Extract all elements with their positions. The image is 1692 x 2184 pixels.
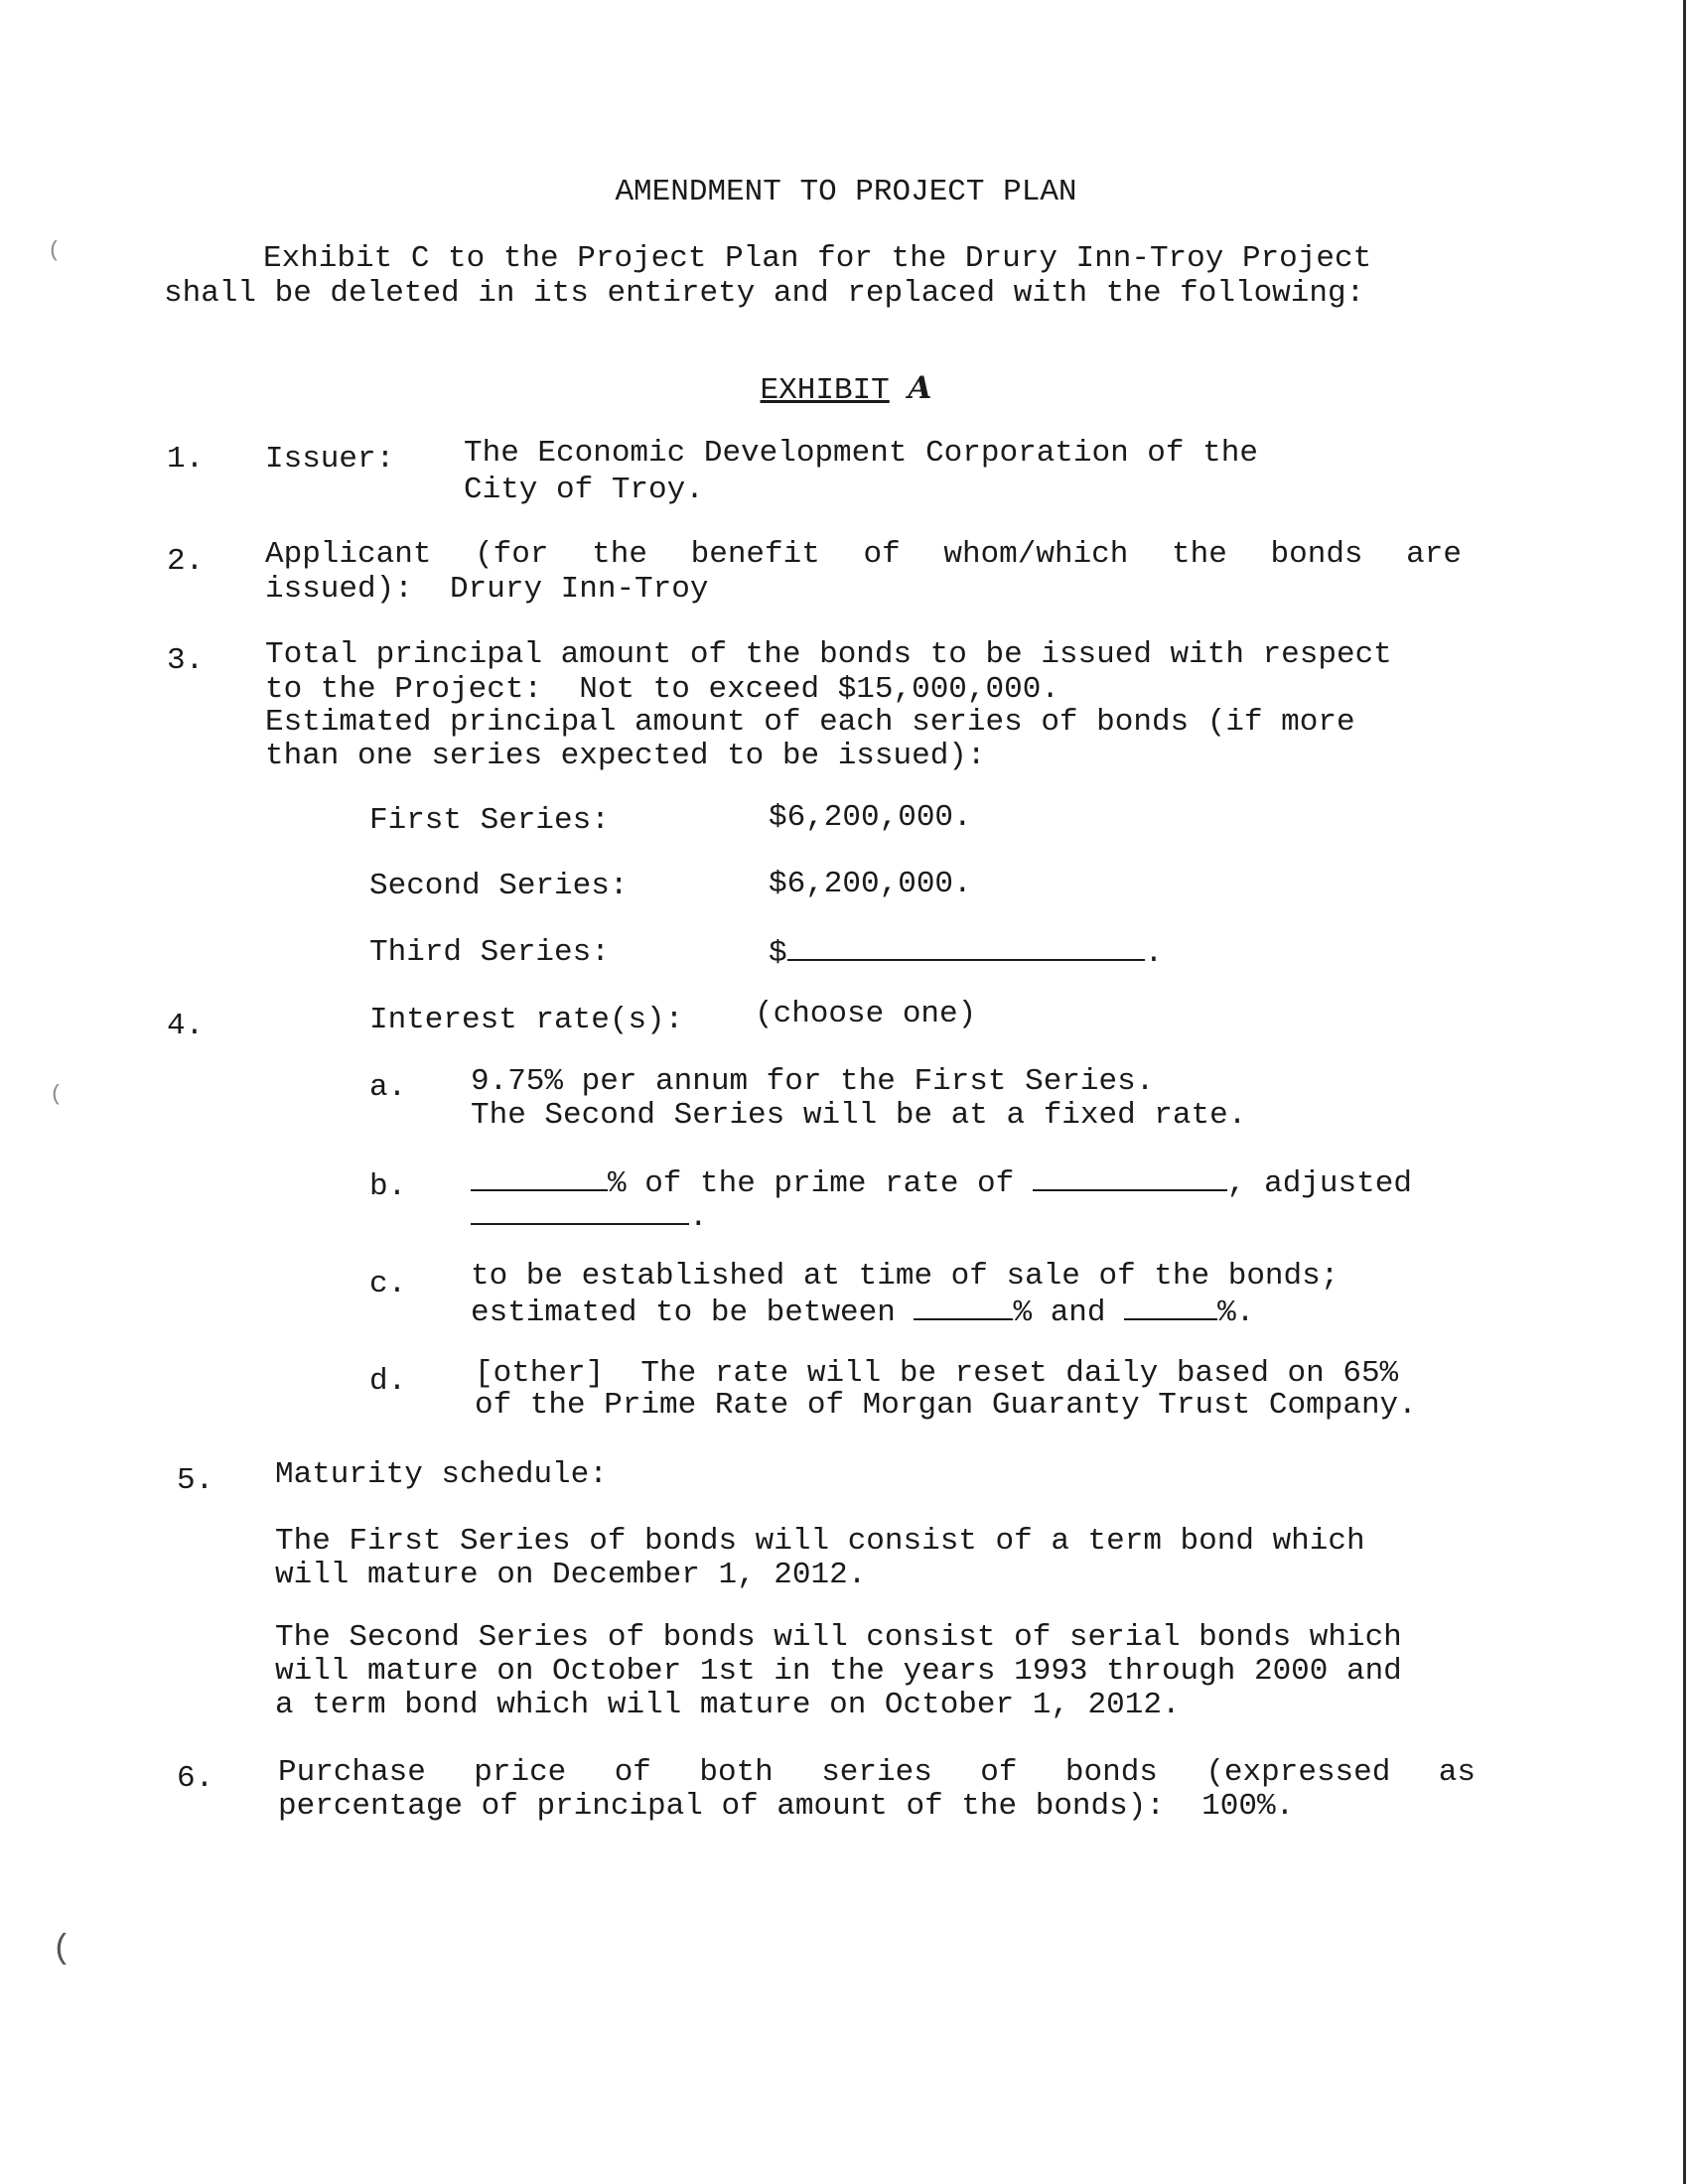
purchase-line-2: percentage of principal of amount of the bonds): 100%.	[278, 1789, 1295, 1824]
option-letter: c.	[369, 1267, 407, 1301]
item-number: 4.	[167, 1009, 205, 1043]
maturity-para-2-line-1: The Second Series of bonds will consist of serial bonds which	[275, 1620, 1402, 1655]
item-label: Issuer:	[265, 442, 395, 477]
item-label: Interest rate(s):	[369, 1003, 684, 1037]
purchase-line-1: Purchase price of both series of bonds (expressed as	[278, 1755, 1476, 1790]
scan-mark: (	[50, 1082, 64, 1107]
item-number: 5.	[177, 1463, 214, 1498]
option-c-end: %.	[1217, 1296, 1255, 1330]
principal-line-3: Estimated principal amount of each series of bonds (if more	[265, 705, 1355, 740]
series-value: $6,200,000.	[769, 867, 972, 901]
blank-line	[1124, 1293, 1217, 1320]
maturity-para-2-line-2: will mature on October 1st in the years 1993 through 2000 and	[275, 1654, 1402, 1689]
series-value: $6,200,000.	[769, 800, 972, 835]
option-b-text: % of the prime rate of	[608, 1166, 1015, 1201]
option-d-line-1: [other] The rate will be reset daily based on 65%	[475, 1356, 1399, 1391]
dollar-sign: $	[769, 936, 787, 971]
option-c-and: % and	[1013, 1296, 1106, 1330]
item-label: Maturity schedule:	[275, 1457, 608, 1492]
principal-line-2: to the Project: Not to exceed $15,000,000.	[265, 672, 1059, 707]
scan-mark: (	[52, 1931, 72, 1969]
option-letter: b.	[369, 1169, 407, 1204]
option-c-line-1: to be established at time of sale of the bonds;	[471, 1259, 1340, 1294]
option-a-line-1: 9.75% per annum for the First Series.	[471, 1064, 1155, 1099]
option-d-line-2: of the Prime Rate of Morgan Guaranty Trust Company.	[475, 1388, 1417, 1423]
option-b-line-2: .	[471, 1197, 708, 1236]
item-number: 6.	[177, 1761, 214, 1796]
issuer-line-1: The Economic Development Corporation of the	[464, 436, 1258, 471]
series-value-blank: $ .	[769, 933, 1163, 972]
blank-line	[914, 1293, 1013, 1320]
blank-line	[787, 933, 1145, 961]
item-number: 1.	[167, 442, 205, 477]
item-number: 3.	[167, 643, 205, 678]
series-label: Second Series:	[369, 869, 629, 903]
intro-line-1: Exhibit C to the Project Plan for the Drury Inn-Troy Project	[263, 241, 1372, 276]
applicant-line-1: Applicant (for the benefit of whom/which the bonds are	[265, 537, 1462, 572]
intro-line-2: shall be deleted in its entirety and replaced with the following:	[164, 276, 1365, 311]
document-title: AMENDMENT TO PROJECT PLAN	[615, 175, 1077, 209]
scan-mark: (	[48, 238, 62, 263]
item-note: (choose one)	[755, 997, 977, 1031]
maturity-para-1-line-1: The First Series of bonds will consist of a term bond which	[275, 1524, 1365, 1559]
option-letter: a.	[369, 1070, 407, 1105]
exhibit-heading-label: EXHIBIT	[760, 373, 890, 408]
series-label: First Series:	[369, 803, 610, 838]
maturity-para-1-line-2: will mature on December 1, 2012.	[275, 1558, 867, 1592]
option-c-text: estimated to be between	[471, 1296, 896, 1330]
blank-line	[471, 1163, 608, 1191]
option-letter: d.	[369, 1364, 407, 1399]
option-b-adjusted: , adjusted	[1226, 1166, 1412, 1201]
option-c-line-2	[471, 1293, 1254, 1331]
blank-line	[1033, 1163, 1227, 1191]
principal-line-1: Total principal amount of the bonds to be issued with respect	[265, 637, 1392, 672]
series-label: Third Series:	[369, 935, 610, 970]
issuer-line-2: City of Troy.	[464, 473, 704, 507]
exhibit-heading	[0, 370, 1692, 409]
item-number: 2.	[167, 544, 205, 579]
exhibit-letter: A	[908, 370, 932, 406]
blank-line	[471, 1197, 689, 1225]
maturity-para-2-line-3: a term bond which will mature on October 1, 2012.	[275, 1688, 1181, 1722]
applicant-line-2: issued): Drury Inn-Troy	[265, 572, 709, 607]
principal-line-4: than one series expected to be issued):	[265, 739, 986, 773]
scan-edge-line	[1683, 0, 1686, 2184]
option-a-line-2: The Second Series will be at a fixed rate.	[471, 1098, 1247, 1133]
